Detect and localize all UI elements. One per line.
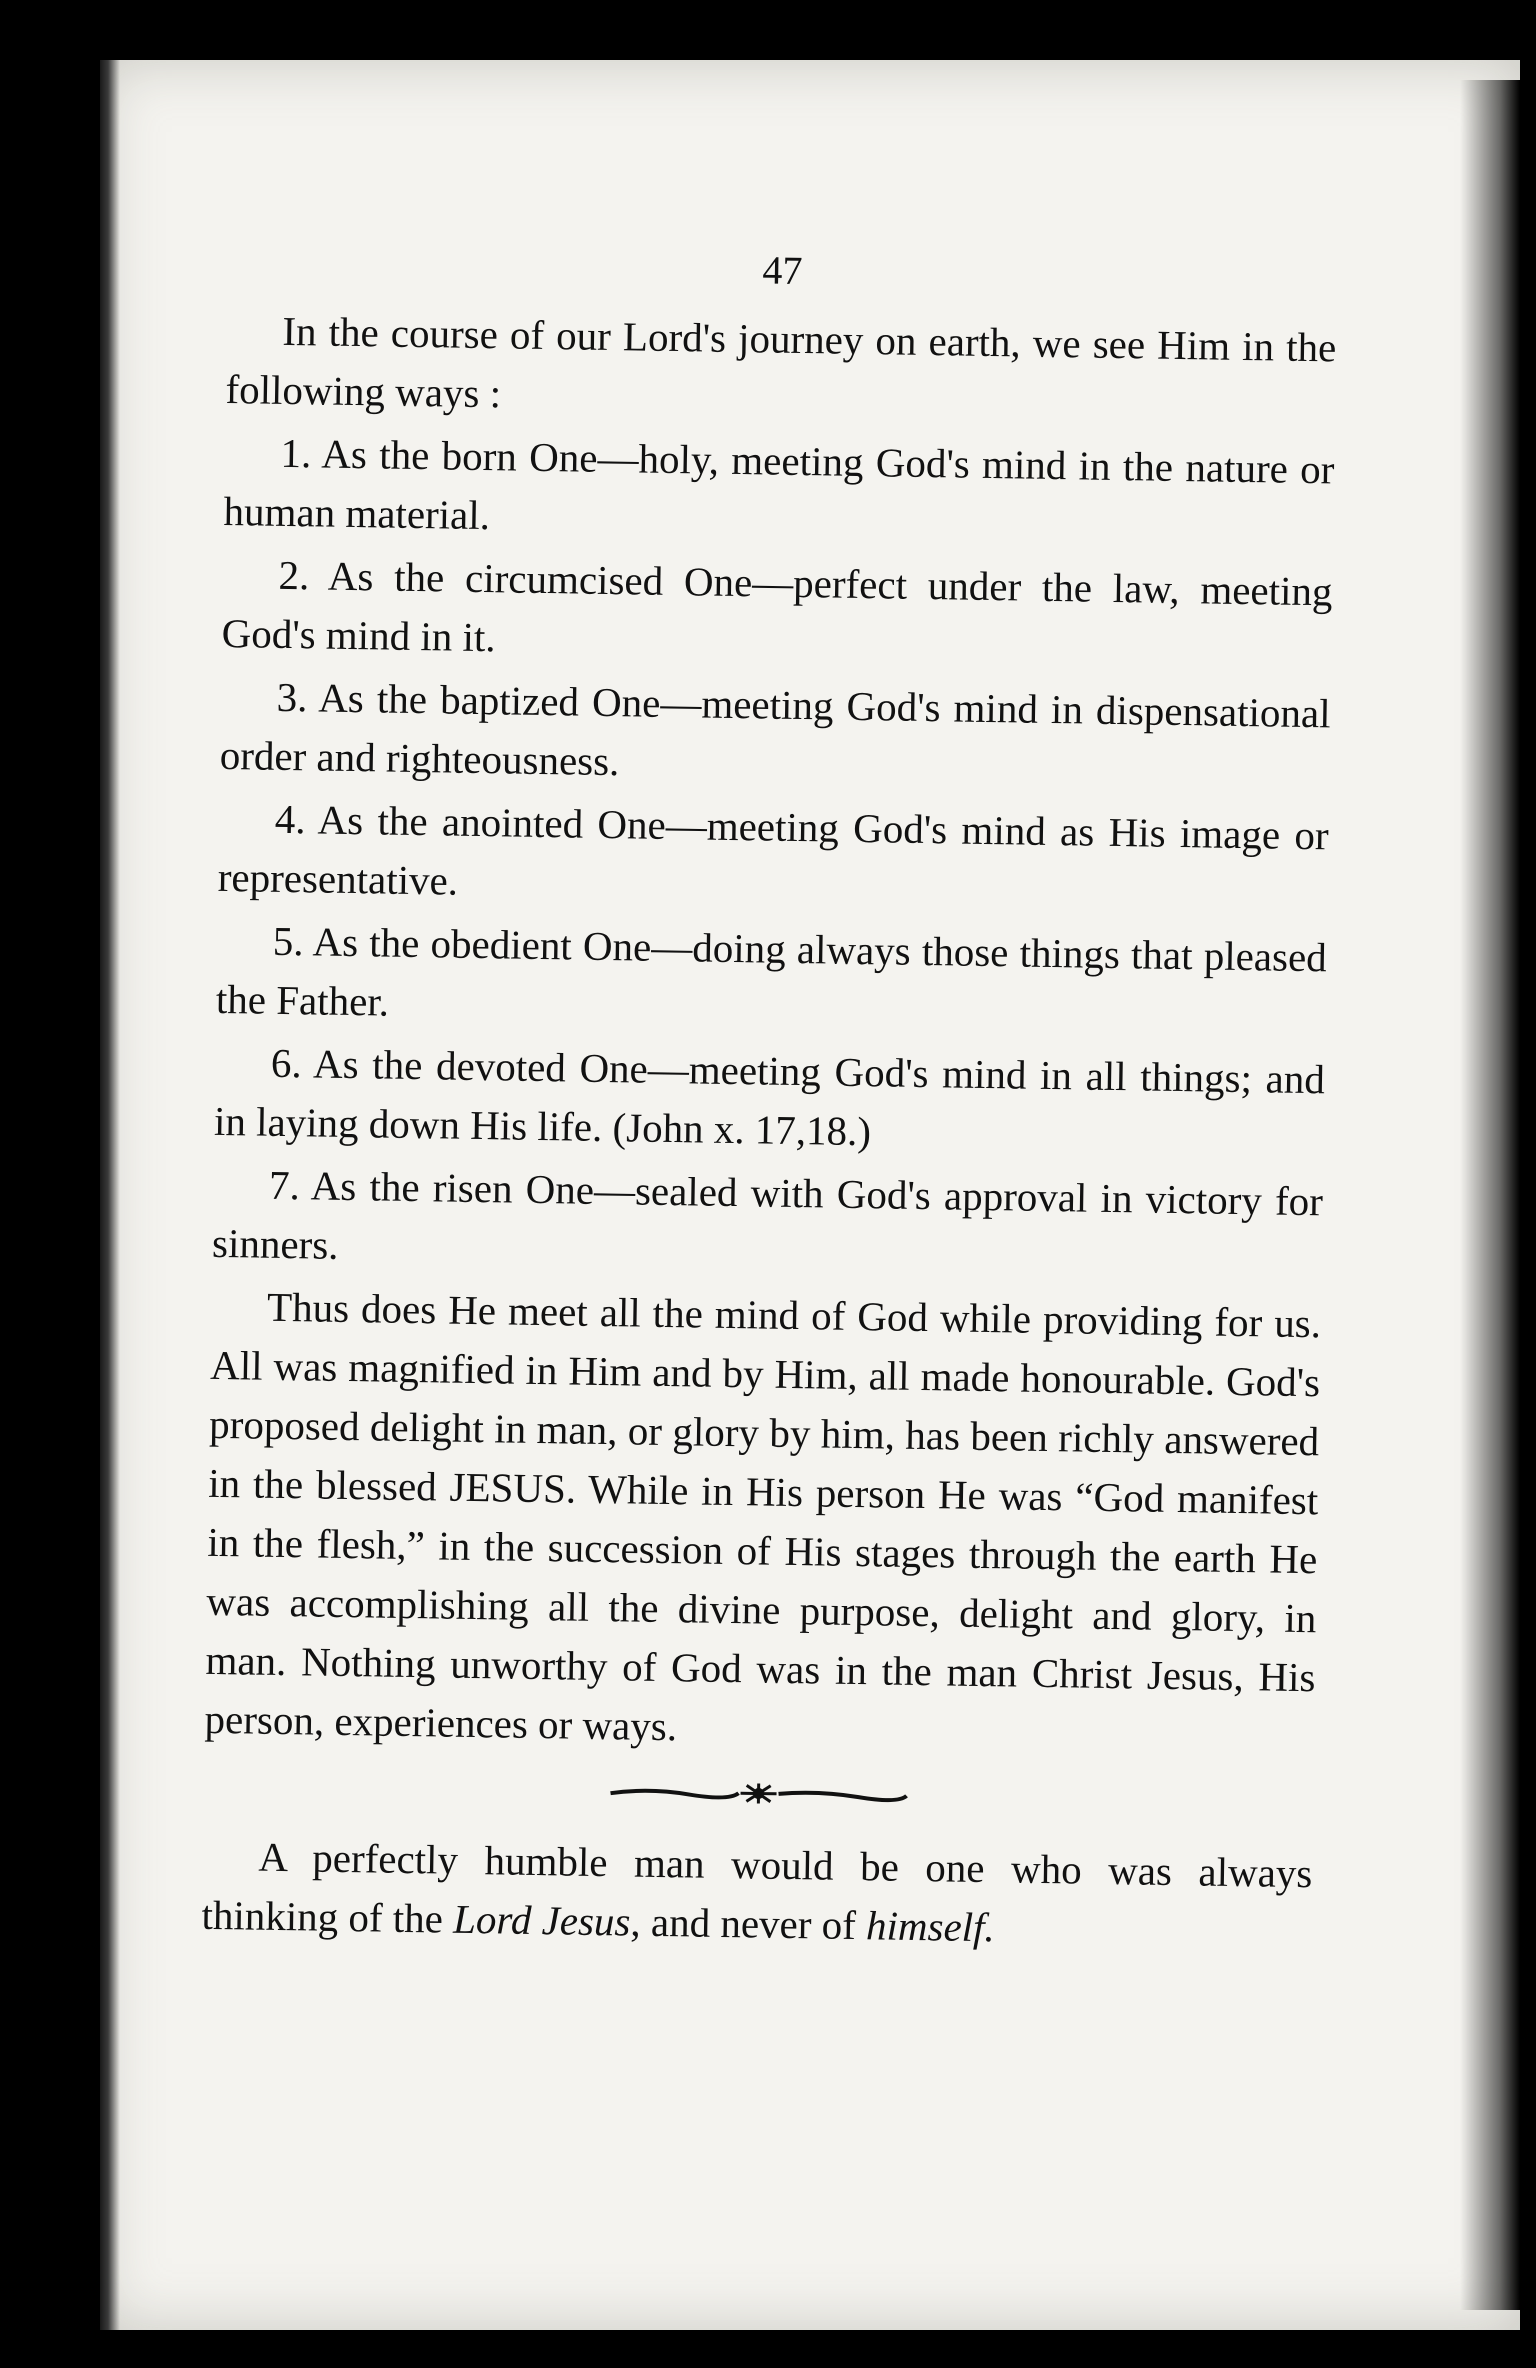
ornament-divider-icon [608,1779,908,1808]
page-content [200,232,1337,2003]
intro-paragraph: In the course of our Lord's journey on earth, we see Him in the following ways : [225,307,1337,417]
list-item: 1. As the born One—holy, meeting God's mind in the nature or human material. [223,429,1335,539]
closing-quote [201,1827,1313,1962]
summary-paragraph: Thus does He meet all the mind of God while providing for us. All was magnified in Him and by Him, all made honourable. God's proposed delight in man, or glory by him, has been richly answered in the blessed JESUS. While in His person He was “God manifest in the flesh,” in the succession of His stages through the earth He was accomplishing all the divine purpose, delight and glory, in man. Nothing unworthy of God was in the man Christ Jesus, His person, experiences or ways. [204,1283,1322,1750]
quote-text: A perfectly humble man would be one who was always thinking of the [201,1833,1313,1942]
page-number: 47 [762,247,803,294]
list-item: 7. As the risen One—sealed with God's approval in victory for sinners. [211,1161,1324,1268]
book-spine [100,60,120,2330]
quote-text: , and never of [630,1898,867,1949]
list-item: 2. As the circumcised One—perfect under the law, meeting God's mind in it. [221,551,1333,661]
page-edge-shadow [1460,80,1520,2310]
list-item: 3. As the baptized One—meeting God's mind in dispensational order and righteousness. [219,673,1331,785]
list-item: 5. As the obedient One—doing always those things that pleased the Father. [215,917,1328,1025]
list-item: 4. As the anointed One—meeting God's mind as His image or representative. [217,795,1330,904]
list-item: 6. As the devoted One—meeting God's mind in all things; and in laying down His life. (John x. 17,18.) [213,1039,1326,1155]
ornament-divider [203,1773,1313,1814]
quote-emphasis: himself. [865,1902,996,1951]
quote-emphasis: Lord Jesus [452,1895,631,1945]
